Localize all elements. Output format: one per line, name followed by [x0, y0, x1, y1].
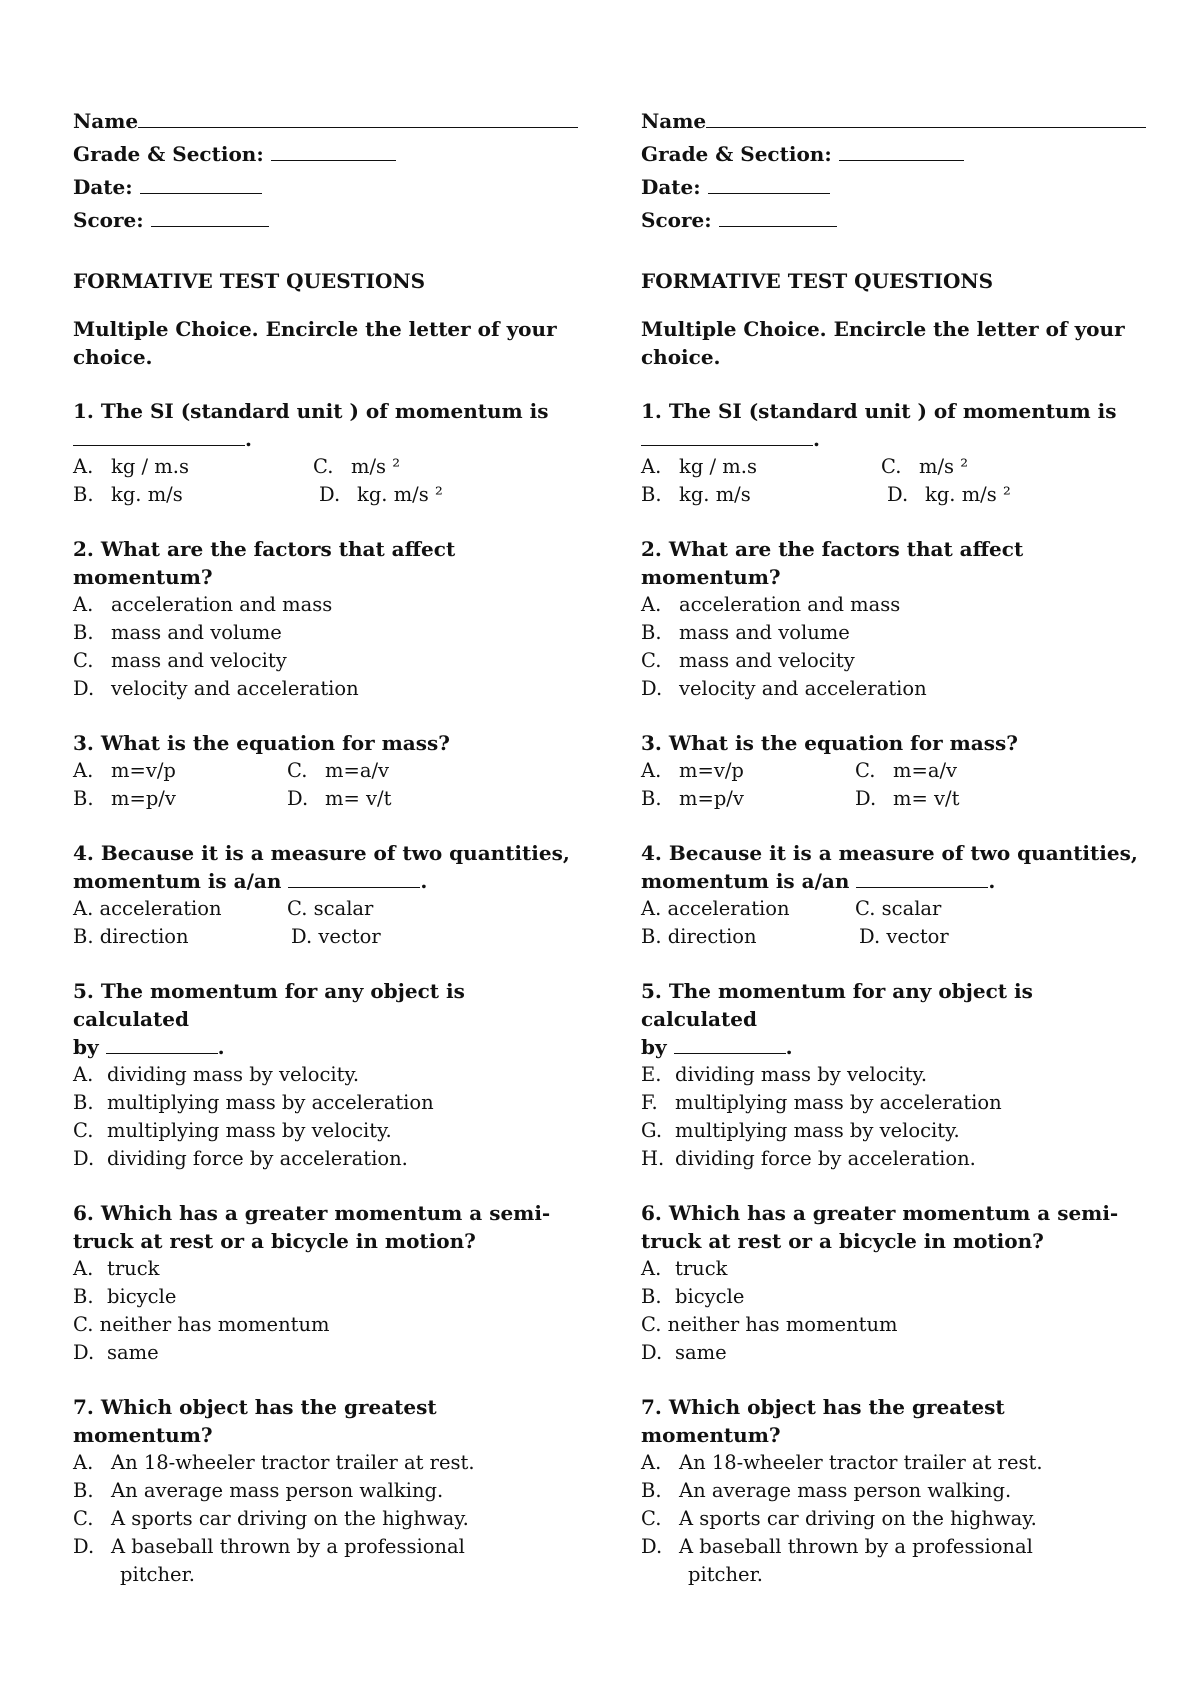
score-label: Score:	[73, 208, 144, 232]
option-row: A. kg / m.s C. m/s ²	[641, 455, 969, 478]
option-text: m/s ²	[351, 455, 401, 478]
name-label: Name	[73, 109, 139, 133]
question-3	[73, 729, 578, 813]
option-letter: A.	[73, 455, 94, 478]
option-b: B. An average mass person walking.	[641, 1479, 1012, 1502]
date-label: Date:	[73, 175, 133, 199]
grade-label: Grade & Section:	[641, 142, 832, 166]
date-label: Date:	[641, 175, 701, 199]
answer-blank	[106, 1033, 218, 1054]
name-line	[641, 105, 1146, 138]
question-5	[73, 977, 578, 1173]
option-d: D. same	[73, 1341, 159, 1364]
option-a: A. An 18-wheeler tractor trailer at rest.	[641, 1451, 1043, 1474]
option-a: A. acceleration and mass	[641, 593, 901, 616]
option-d: D. A baseball thrown by a professional	[641, 1535, 1033, 1558]
option-row: B. kg. m/s D. kg. m/s ²	[641, 483, 1011, 506]
question-text: 7. Which object has the greatest momentum?	[641, 1395, 1005, 1447]
option-row: B. m=p/v D. m= v/t	[641, 787, 960, 810]
question-text: 2. What are the factors that affect momentum?	[641, 537, 1024, 589]
option-c: C. mass and velocity	[73, 649, 287, 672]
option-b: B. multiplying mass by acceleration	[73, 1091, 434, 1114]
option-row	[73, 453, 578, 481]
question-4	[641, 839, 1146, 951]
option-letter: D.	[319, 483, 341, 506]
date-blank	[140, 173, 262, 194]
answer-blank	[856, 867, 988, 888]
option-d-continuation: pitcher.	[688, 1563, 763, 1586]
question-text: 1. The SI (standard unit ) of momentum is	[641, 399, 1117, 423]
question-6	[73, 1199, 578, 1367]
question-text: 4. Because it is a measure of two quantities,	[73, 841, 570, 865]
instruction: Multiple Choice. Encircle the letter of your choice.	[641, 317, 1125, 369]
question-text: 5. The momentum for any object is calculated	[641, 979, 1033, 1031]
option-letter: B.	[73, 483, 94, 506]
question-text: 7. Which object has the greatest momentum?	[73, 1395, 437, 1447]
question-text: 6. Which has a greater momentum a semi-	[641, 1201, 1119, 1225]
answer-blank	[674, 1033, 786, 1054]
question-2	[73, 535, 578, 703]
question-1	[641, 397, 1146, 509]
option-c: C. mass and velocity	[641, 649, 855, 672]
option-row: B. m=p/v D. m= v/t	[73, 787, 392, 810]
score-line	[73, 204, 578, 237]
score-label: Score:	[641, 208, 712, 232]
worksheet-right	[641, 105, 1146, 1589]
option-row	[73, 481, 578, 509]
date-blank	[708, 173, 830, 194]
grade-line	[73, 138, 578, 171]
option-row: B. direction D. vector	[641, 925, 949, 948]
option-text: kg. m/s	[111, 483, 183, 506]
option-row: A. m=v/p C. m=a/v	[73, 759, 390, 782]
option-b: B. bicycle	[73, 1285, 177, 1308]
name-line	[73, 105, 578, 138]
question-5	[641, 977, 1146, 1173]
question-7	[73, 1393, 578, 1589]
option-c: C. multiplying mass by velocity.	[73, 1119, 392, 1142]
grade-label: Grade & Section:	[73, 142, 264, 166]
option-row: A. m=v/p C. m=a/v	[641, 759, 958, 782]
date-line	[73, 171, 578, 204]
question-text: 2. What are the factors that affect momentum?	[73, 537, 456, 589]
option-row: A. acceleration C. scalar	[641, 897, 942, 920]
grade-blank	[839, 140, 964, 161]
option-g: G. multiplying mass by velocity.	[641, 1119, 960, 1142]
option-a: A. truck	[641, 1257, 728, 1280]
grade-line	[641, 138, 1146, 171]
question-text: 4. Because it is a measure of two quantities,	[641, 841, 1138, 865]
option-row: A. acceleration C. scalar	[73, 897, 374, 920]
question-text: 3. What is the equation for mass?	[641, 731, 1018, 755]
score-line	[641, 204, 1146, 237]
option-text: kg / m.s	[111, 455, 189, 478]
option-b: B. mass and volume	[73, 621, 282, 644]
name-blank	[138, 107, 578, 128]
option-d: D. velocity and acceleration	[641, 677, 927, 700]
option-h: H. dividing force by acceleration.	[641, 1147, 976, 1170]
option-d-continuation: pitcher.	[120, 1563, 195, 1586]
option-d: D. velocity and acceleration	[73, 677, 359, 700]
question-text: truck at rest or a bicycle in motion?	[641, 1229, 1044, 1253]
option-c: C. A sports car driving on the highway.	[73, 1507, 469, 1530]
option-d: D. same	[641, 1341, 727, 1364]
question-text: .	[73, 425, 578, 453]
question-text: by .	[73, 1035, 225, 1059]
option-a: A. dividing mass by velocity.	[73, 1063, 360, 1086]
question-4	[73, 839, 578, 951]
test-title: FORMATIVE TEST QUESTIONS	[73, 269, 426, 293]
option-text: kg. m/s ²	[357, 483, 443, 506]
option-c: C. A sports car driving on the highway.	[641, 1507, 1037, 1530]
date-line	[641, 171, 1146, 204]
question-text: 3. What is the equation for mass?	[73, 731, 450, 755]
question-text: 5. The momentum for any object is calculated	[73, 979, 465, 1031]
worksheet-left	[73, 105, 578, 1589]
question-3	[641, 729, 1146, 813]
question-text: truck at rest or a bicycle in motion?	[73, 1229, 476, 1253]
question-text: .	[641, 425, 1146, 453]
option-d: D. A baseball thrown by a professional	[73, 1535, 465, 1558]
question-text: 6. Which has a greater momentum a semi-	[73, 1201, 551, 1225]
option-b: B. bicycle	[641, 1285, 745, 1308]
question-1	[73, 397, 578, 509]
question-text: momentum is a/an .	[73, 869, 428, 893]
option-b: B. An average mass person walking.	[73, 1479, 444, 1502]
grade-blank	[271, 140, 396, 161]
option-d: D. dividing force by acceleration.	[73, 1147, 408, 1170]
score-blank	[719, 206, 837, 227]
option-a: A. truck	[73, 1257, 160, 1280]
answer-blank	[641, 425, 813, 446]
option-a: A. acceleration and mass	[73, 593, 333, 616]
option-c: C. neither has momentum	[641, 1313, 898, 1336]
option-c: C. neither has momentum	[73, 1313, 330, 1336]
question-7	[641, 1393, 1146, 1589]
question-2	[641, 535, 1146, 703]
name-blank	[706, 107, 1146, 128]
question-6	[641, 1199, 1146, 1367]
option-b: B. mass and volume	[641, 621, 850, 644]
test-title: FORMATIVE TEST QUESTIONS	[641, 269, 994, 293]
name-label: Name	[641, 109, 707, 133]
option-f: F. multiplying mass by acceleration	[641, 1091, 1002, 1114]
option-letter: C.	[313, 455, 334, 478]
option-e: E. dividing mass by velocity.	[641, 1063, 928, 1086]
instruction: Multiple Choice. Encircle the letter of your choice.	[73, 317, 557, 369]
answer-blank	[73, 425, 245, 446]
score-blank	[151, 206, 269, 227]
question-text: by .	[641, 1035, 793, 1059]
question-text: 1. The SI (standard unit ) of momentum is	[73, 399, 549, 423]
answer-blank	[288, 867, 420, 888]
option-row: B. direction D. vector	[73, 925, 381, 948]
option-a: A. An 18-wheeler tractor trailer at rest.	[73, 1451, 475, 1474]
question-text: momentum is a/an .	[641, 869, 996, 893]
